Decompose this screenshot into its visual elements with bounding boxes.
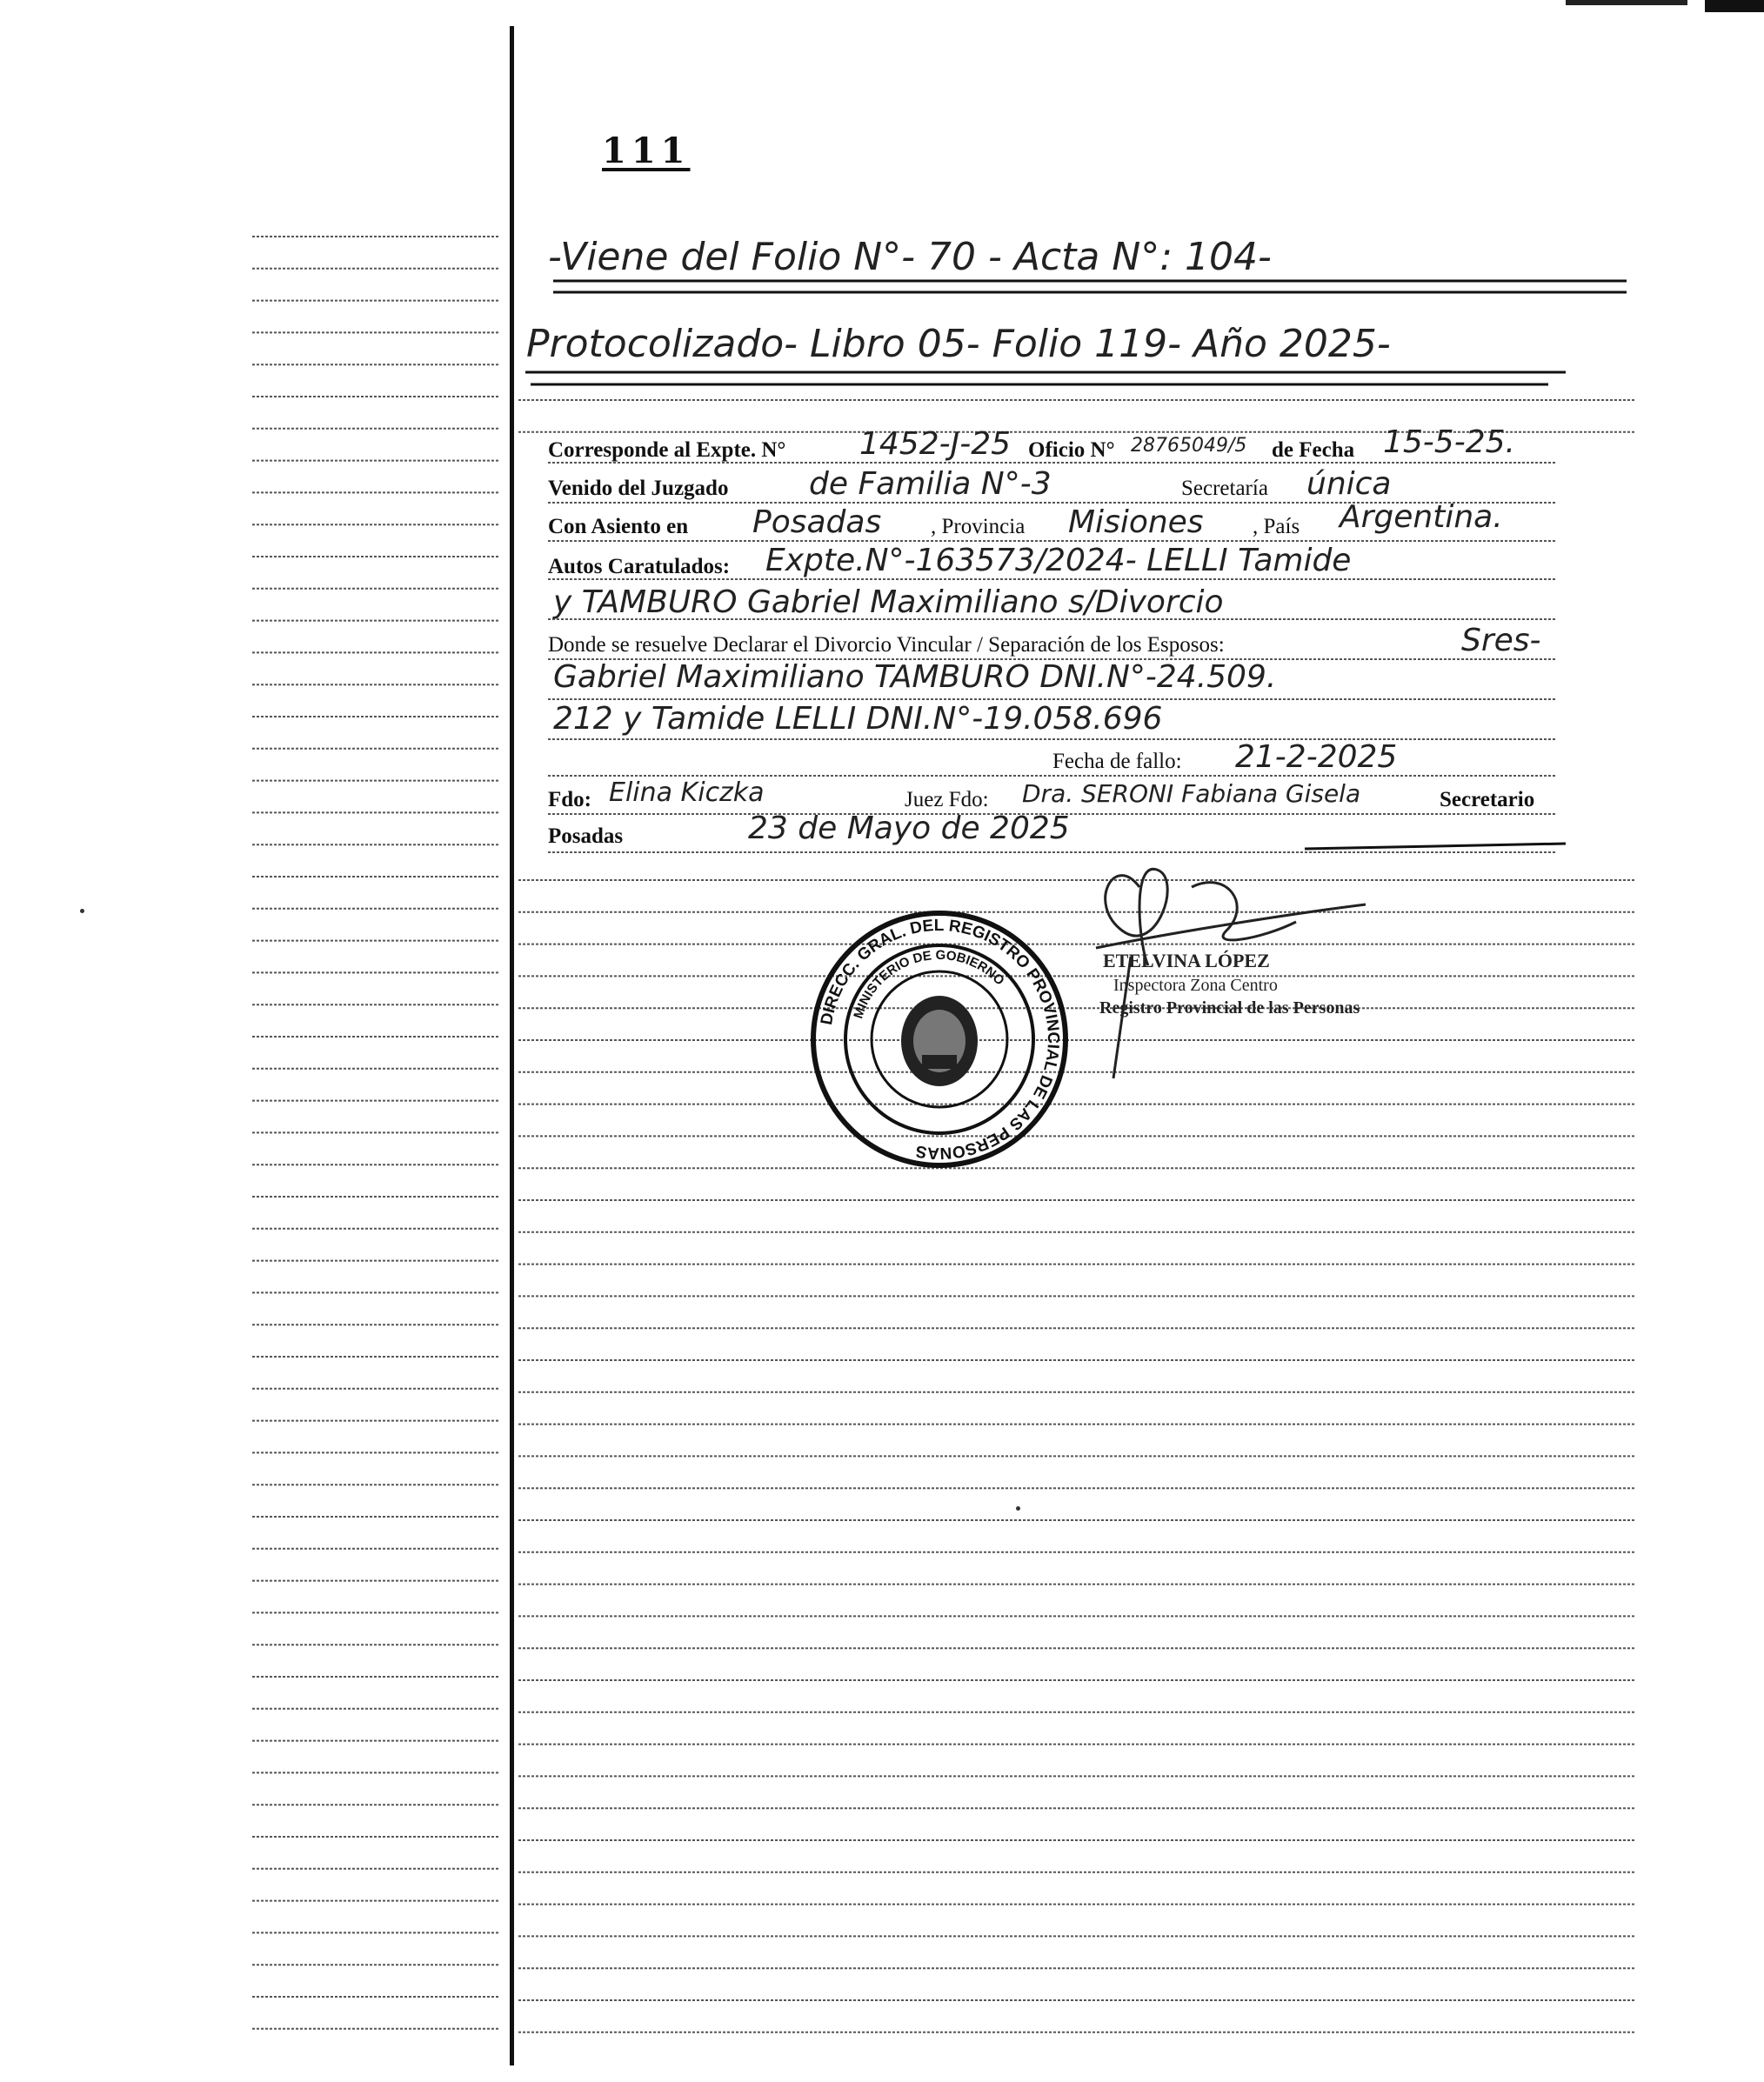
- corresponde-label: Corresponde al Expte. N°: [548, 438, 786, 462]
- secretaria-label: Secretaría: [1181, 477, 1268, 500]
- handwritten-signature: [1079, 852, 1374, 1096]
- asiento-value: Posadas: [752, 504, 882, 540]
- fdo-label: Fdo:: [548, 788, 591, 811]
- esposos-line1: Gabriel Maximiliano TAMBURO DNI.N°-24.509.: [553, 659, 1277, 695]
- autos-line1: Expte.N°-163573/2024- LELLI Tamide: [765, 543, 1352, 578]
- juzgado-value: de Familia N°-3: [809, 466, 1052, 502]
- fecha-fallo-label: Fecha de fallo:: [1052, 750, 1182, 773]
- esposos-line2: 212 y Tamide LELLI DNI.N°-19.058.696: [553, 701, 1163, 737]
- fecha-fallo-value: 21-2-2025: [1235, 739, 1398, 775]
- official-stamp: [809, 909, 1070, 1170]
- autos-label: Autos Caratulados:: [548, 555, 731, 578]
- expte-number: 1452-J-25: [859, 426, 1012, 462]
- donde-label: Donde se resuelve Declarar el Divorcio Vincular / Separación de los Esposos:: [548, 633, 1225, 657]
- scan-speck: [80, 909, 84, 913]
- asiento-label: Con Asiento en: [548, 515, 689, 538]
- provincia-label: , Provincia: [931, 515, 1026, 538]
- fecha-label: de Fecha: [1272, 438, 1355, 462]
- signer-role: Inspectora Zona Centro: [1113, 976, 1278, 995]
- coat-of-arms-icon: [901, 996, 978, 1086]
- margin-rule: [510, 26, 514, 2065]
- provincia-value: Misiones: [1068, 504, 1204, 540]
- signer-office: Registro Provincial de las Personas: [1099, 998, 1360, 1018]
- posadas-label: Posadas: [548, 824, 624, 848]
- viene-line: -Viene del Folio N°- 70 - Acta N°: 104-: [548, 235, 1272, 279]
- esposos-start: Sres-: [1461, 623, 1541, 658]
- juez-value: Dra. SERONI Fabiana Gisela: [1022, 779, 1361, 808]
- juez-label: Juez Fdo:: [905, 788, 989, 811]
- pais-label: , País: [1253, 515, 1300, 538]
- scan-mark: [1705, 0, 1764, 12]
- fdo-value: Elina Kiczka: [609, 777, 765, 808]
- secretaria-value: única: [1306, 466, 1392, 502]
- oficio-number: 28765049/5: [1131, 435, 1247, 457]
- protocolizado-line: Protocolizado- Libro 05- Folio 119- Año 2025-: [526, 322, 1391, 366]
- autos-line2: y TAMBURO Gabriel Maximiliano s/Divorcio: [553, 584, 1224, 620]
- oficio-label: Oficio N°: [1028, 438, 1115, 462]
- scan-mark: [1566, 0, 1687, 5]
- venido-label: Venido del Juzgado: [548, 477, 729, 500]
- page-number: 111: [602, 130, 691, 171]
- posadas-value: 23 de Mayo de 2025: [748, 811, 1070, 846]
- svg-text:MINISTERIO DE GOBIERNO: MINISTERIO DE GOBIERNO: [851, 947, 1007, 1021]
- secretario-label: Secretario: [1440, 788, 1535, 811]
- svg-text:DIRECC. GRAL. DEL REGISTRO PRO: DIRECC. GRAL. DEL REGISTRO PROVINCIAL DE LAS PERSONAS: [818, 916, 1063, 1163]
- scan-speck: [1016, 1506, 1020, 1511]
- signer-name: ETELVINA LÓPEZ: [1103, 950, 1270, 971]
- fecha-value: 15-5-25.: [1383, 424, 1515, 460]
- pais-value: Argentina.: [1340, 499, 1503, 535]
